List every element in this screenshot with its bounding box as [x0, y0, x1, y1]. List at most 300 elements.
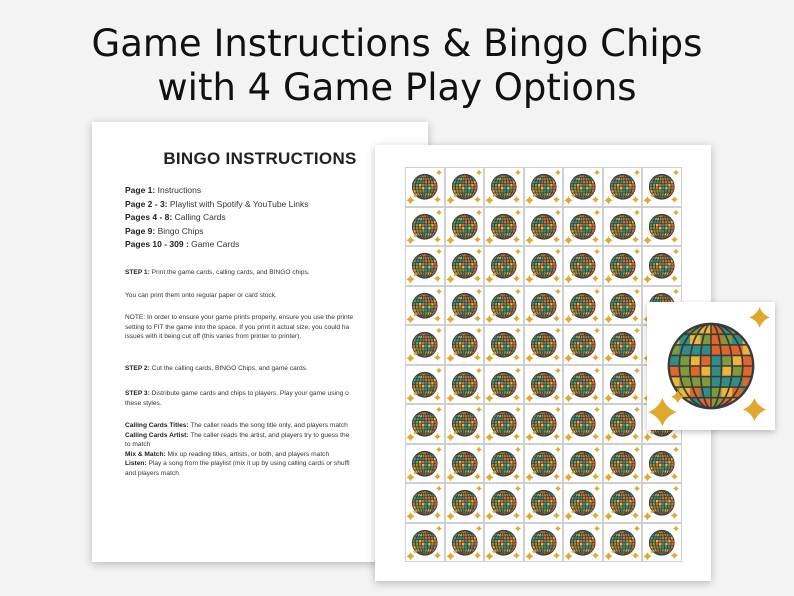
- sparkle-icon: [592, 315, 599, 322]
- bingo-chip: [405, 286, 445, 326]
- disco-ball-icon: [485, 366, 523, 404]
- bingo-chip: [484, 523, 524, 563]
- disco-ball-icon: [525, 247, 563, 285]
- sparkle-icon: [525, 315, 533, 323]
- sparkle-icon: [553, 473, 560, 480]
- sparkle-icon: [515, 367, 521, 373]
- sparkle-icon: [634, 407, 640, 413]
- step-1-text: Print the game cards, calling cards, and BINGO chips.: [149, 269, 310, 276]
- disco-ball-icon: [406, 168, 444, 206]
- sparkle-icon: [604, 394, 612, 402]
- bingo-chip: [484, 483, 524, 523]
- disco-ball-icon: [406, 326, 444, 364]
- step-3-text-cont: these styles.: [125, 399, 162, 407]
- sparkle-icon: [594, 170, 600, 176]
- disco-ball-icon: [406, 405, 444, 443]
- sparkle-icon: [643, 473, 651, 481]
- sparkle-icon: [474, 196, 481, 203]
- sparkle-icon: [485, 236, 493, 244]
- sparkle-icon: [406, 512, 414, 520]
- disco-ball-icon: [446, 247, 484, 285]
- sparkle-icon: [476, 209, 482, 215]
- disco-ball-icon: [564, 287, 602, 325]
- step-2-label: STEP 2:: [125, 365, 150, 372]
- sparkle-icon: [592, 394, 599, 401]
- bingo-chip: [642, 246, 682, 286]
- sparkle-icon: [446, 552, 454, 560]
- sparkle-icon: [632, 512, 639, 519]
- sparkle-icon: [555, 367, 561, 373]
- sparkle-icon: [474, 275, 481, 282]
- disco-ball-icon: [446, 326, 484, 364]
- sparkle-icon: [594, 486, 600, 492]
- sparkle-icon: [513, 473, 520, 480]
- sparkle-icon: [406, 433, 414, 441]
- sparkle-icon: [604, 433, 612, 441]
- sparkle-icon: [643, 512, 651, 520]
- sparkle-icon: [436, 328, 442, 334]
- sparkle-icon: [476, 446, 482, 452]
- disco-ball-icon: [525, 484, 563, 522]
- sparkle-icon: [446, 315, 454, 323]
- sparkle-icon: [476, 525, 482, 531]
- sparkle-icon: [671, 433, 678, 440]
- headline-line-2: with 4 Game Play Options: [157, 66, 637, 109]
- sparkle-icon: [515, 288, 521, 294]
- disco-ball-icon: [525, 326, 563, 364]
- bingo-chip: [524, 325, 564, 365]
- sparkle-icon: [515, 486, 521, 492]
- sparkle-icon: [515, 249, 521, 255]
- disco-ball-icon: [643, 524, 681, 562]
- sparkle-icon: [592, 275, 599, 282]
- disco-ball-icon: [604, 168, 642, 206]
- bingo-chip: [524, 523, 564, 563]
- bingo-chip: [524, 483, 564, 523]
- sparkle-icon: [474, 433, 481, 440]
- step-3-text: Distribute game cards and chips to players. Play your game using o: [149, 390, 349, 397]
- play-option-text-cont: and players match: [125, 469, 179, 477]
- sparkle-icon: [474, 236, 481, 243]
- sparkle-icon: [525, 196, 533, 204]
- sparkle-icon: [643, 433, 651, 441]
- bingo-chip: [445, 404, 485, 444]
- disco-ball-icon: [406, 247, 444, 285]
- disco-ball-icon: [525, 405, 563, 443]
- sparkle-icon: [643, 552, 651, 560]
- bingo-chip: [445, 167, 485, 207]
- sparkle-icon: [634, 249, 640, 255]
- sparkle-icon: [594, 328, 600, 334]
- sparkle-icon: [592, 552, 599, 559]
- disco-ball-icon: [446, 524, 484, 562]
- sparkle-icon: [525, 473, 533, 481]
- play-option-text: Mix up reading titles, artists, or both, and players match: [165, 450, 330, 458]
- sparkle-icon: [592, 354, 599, 361]
- sparkle-icon: [513, 275, 520, 282]
- sparkle-icon: [592, 473, 599, 480]
- sparkle-icon: [515, 328, 521, 334]
- bingo-chip: [484, 286, 524, 326]
- disco-ball-icon: [446, 484, 484, 522]
- disco-ball-icon: [564, 524, 602, 562]
- sparkle-icon: [406, 196, 414, 204]
- page-list-text: Calling Cards: [172, 212, 226, 222]
- step-3-label: STEP 3:: [125, 390, 150, 397]
- sparkle-icon: [594, 288, 600, 294]
- sparkle-icon: [604, 275, 612, 283]
- bingo-chip: [524, 167, 564, 207]
- chip-grid: [405, 167, 682, 562]
- bingo-chip: [405, 167, 445, 207]
- sparkle-icon: [643, 275, 651, 283]
- sparkle-icon: [525, 354, 533, 362]
- sparkle-icon: [553, 394, 560, 401]
- sparkle-icon: [406, 473, 414, 481]
- sparkle-icon: [525, 433, 533, 441]
- disco-ball-icon: [485, 247, 523, 285]
- bingo-chip: [563, 523, 603, 563]
- disco-ball-icon: [647, 302, 775, 430]
- sparkle-icon: [632, 552, 639, 559]
- sparkle-icon: [515, 525, 521, 531]
- sparkle-icon: [436, 288, 442, 294]
- disco-ball-icon: [564, 326, 602, 364]
- sparkle-icon: [594, 407, 600, 413]
- disco-ball-icon: [564, 366, 602, 404]
- bingo-chip: [405, 365, 445, 405]
- bingo-chip: [563, 246, 603, 286]
- disco-ball-icon: [564, 168, 602, 206]
- printer-note-line: setting to FIT the game into the space. If you print it actual size, you could ha: [125, 323, 350, 331]
- sparkle-icon: [632, 196, 639, 203]
- sparkle-icon: [476, 249, 482, 255]
- sparkle-icon: [671, 196, 678, 203]
- sparkle-icon: [632, 275, 639, 282]
- sparkle-icon: [513, 315, 520, 322]
- disco-ball-icon: [604, 484, 642, 522]
- sparkle-icon: [436, 249, 442, 255]
- bingo-chip: [484, 167, 524, 207]
- disco-ball-icon: [643, 247, 681, 285]
- bingo-chip: [484, 207, 524, 247]
- disco-ball-icon: [406, 366, 444, 404]
- sparkle-icon: [513, 512, 520, 519]
- sparkle-icon: [634, 367, 640, 373]
- sparkle-icon: [604, 512, 612, 520]
- sparkle-icon: [474, 473, 481, 480]
- disco-ball-icon: [643, 484, 681, 522]
- sparkle-icon: [594, 249, 600, 255]
- play-option-label: Mix & Match:: [125, 450, 166, 458]
- sparkle-icon: [634, 446, 640, 452]
- sparkle-icon: [434, 275, 441, 282]
- play-option-text: The caller reads the artist, and players try to guess the: [188, 431, 350, 439]
- bingo-chip: [563, 365, 603, 405]
- sparkle-icon: [555, 249, 561, 255]
- sparkle-icon: [436, 367, 442, 373]
- sparkle-icon: [434, 196, 441, 203]
- sparkle-icon: [555, 446, 561, 452]
- sparkle-icon: [632, 433, 639, 440]
- sparkle-icon: [515, 446, 521, 452]
- disco-ball-icon: [406, 287, 444, 325]
- bingo-chip: [445, 286, 485, 326]
- page-list-item: [125, 184, 309, 198]
- sparkle-icon: [564, 236, 572, 244]
- page-list-item: [125, 211, 309, 225]
- bingo-chip: [563, 404, 603, 444]
- step-1-label: STEP 1:: [125, 269, 150, 276]
- print-note: You can print them onto regular paper or card stock.: [125, 292, 277, 299]
- sparkle-icon: [485, 315, 493, 323]
- page-list-label: Page 9:: [125, 225, 156, 236]
- disco-ball-icon: [564, 247, 602, 285]
- bingo-chip: [603, 523, 643, 563]
- page-list-label: Page 1:: [125, 185, 156, 195]
- disco-ball-icon: [525, 208, 563, 246]
- sparkle-icon: [632, 315, 639, 322]
- sparkle-icon: [634, 328, 640, 334]
- sparkle-icon: [632, 236, 639, 243]
- sparkle-icon: [643, 236, 651, 244]
- headline: [0, 22, 794, 110]
- bingo-chip: [524, 444, 564, 484]
- sparkle-icon: [434, 354, 441, 361]
- bingo-chip: [405, 325, 445, 365]
- sparkle-icon: [436, 209, 442, 215]
- sparkle-icon: [592, 512, 599, 519]
- sparkle-icon: [553, 236, 560, 243]
- bingo-chip: [484, 404, 524, 444]
- sparkle-icon: [553, 196, 560, 203]
- disco-ball-icon: [446, 208, 484, 246]
- sparkle-icon: [513, 552, 520, 559]
- sparkle-icon: [643, 196, 651, 204]
- bingo-chip: [524, 286, 564, 326]
- sparkle-icon: [673, 288, 679, 294]
- sparkle-icon: [632, 354, 639, 361]
- bingo-chip: [405, 444, 445, 484]
- disco-ball-icon: [604, 326, 642, 364]
- sparkle-icon: [476, 407, 482, 413]
- sparkle-icon: [604, 196, 612, 204]
- bingo-chip: [484, 365, 524, 405]
- sparkle-icon: [564, 354, 572, 362]
- sparkle-icon: [525, 394, 533, 402]
- sparkle-icon: [474, 315, 481, 322]
- disco-ball-icon: [446, 405, 484, 443]
- sparkle-icon: [555, 525, 561, 531]
- headline-line-1: Game Instructions & Bingo Chips: [91, 22, 703, 65]
- disco-ball-icon: [604, 208, 642, 246]
- sparkle-icon: [555, 209, 561, 215]
- sparkle-icon: [446, 473, 454, 481]
- disco-ball-icon: [525, 287, 563, 325]
- bingo-chip: [524, 365, 564, 405]
- bingo-chip: [484, 444, 524, 484]
- disco-ball-icon: [446, 366, 484, 404]
- page-list-label: Pages 10 - 309 :: [125, 239, 189, 249]
- bingo-chip: [563, 325, 603, 365]
- sparkle-icon: [515, 407, 521, 413]
- sparkle-icon: [604, 473, 612, 481]
- sparkle-icon: [446, 354, 454, 362]
- disco-ball-icon: [485, 524, 523, 562]
- disco-ball-icon: [604, 366, 642, 404]
- disco-ball-icon: [604, 247, 642, 285]
- disco-ball-icon: [485, 208, 523, 246]
- disco-ball-icon: [406, 208, 444, 246]
- page-list-text: Instructions: [155, 185, 202, 195]
- sparkle-icon: [634, 525, 640, 531]
- disco-ball-icon: [643, 168, 681, 206]
- play-option-text: The caller reads the song title only, and players match: [188, 422, 348, 429]
- bingo-chip: [603, 483, 643, 523]
- sparkle-icon: [434, 512, 441, 519]
- bingo-chip: [563, 207, 603, 247]
- bingo-chip: [405, 404, 445, 444]
- sparkle-icon: [446, 512, 454, 520]
- page-list: [125, 184, 309, 252]
- sparkle-icon: [434, 236, 441, 243]
- sparkle-icon: [604, 315, 612, 323]
- sparkle-icon: [555, 486, 561, 492]
- disco-ball-icon: [604, 287, 642, 325]
- sparkle-icon: [564, 394, 572, 402]
- sparkle-icon: [434, 552, 441, 559]
- disco-ball-icon: [525, 366, 563, 404]
- sparkle-icon: [634, 170, 640, 176]
- sparkle-icon: [592, 433, 599, 440]
- sparkle-icon: [474, 394, 481, 401]
- sparkle-icon: [671, 552, 678, 559]
- sparkle-icon: [485, 552, 493, 560]
- sparkle-icon: [476, 288, 482, 294]
- sparkle-icon: [434, 433, 441, 440]
- disco-ball-icon: [485, 326, 523, 364]
- disco-ball-icon: [643, 445, 681, 483]
- bingo-chip: [405, 483, 445, 523]
- sparkle-icon: [485, 512, 493, 520]
- sparkle-icon: [476, 328, 482, 334]
- sparkle-icon: [513, 196, 520, 203]
- sparkle-icon: [673, 486, 679, 492]
- sparkle-icon: [406, 315, 414, 323]
- bingo-chip: [484, 325, 524, 365]
- bingo-chip: [445, 246, 485, 286]
- sparkle-icon: [434, 315, 441, 322]
- disco-ball-icon: [485, 484, 523, 522]
- chip-zoom-preview: [647, 302, 775, 430]
- sparkle-icon: [673, 525, 679, 531]
- page-list-item: [125, 238, 309, 252]
- page-list-label: Pages 4 - 8:: [125, 212, 173, 222]
- sparkle-icon: [485, 196, 493, 204]
- printer-note-line: NOTE: In order to ensure your game prints properly, ensure you use the printe: [125, 314, 354, 321]
- page-list-text: Playlist with Spotify & YouTube Links: [167, 198, 309, 209]
- printer-note-line: issues with it being cut off (this varies from printer to printer).: [125, 333, 302, 340]
- sparkle-icon: [476, 367, 482, 373]
- sparkle-icon: [485, 394, 493, 402]
- page-list-text: Game Cards: [188, 239, 240, 249]
- sparkle-icon: [446, 433, 454, 441]
- sparkle-icon: [673, 249, 679, 255]
- sparkle-icon: [671, 275, 678, 282]
- sparkle-icon: [485, 473, 493, 481]
- sparkle-icon: [671, 512, 678, 519]
- disco-ball-icon: [604, 524, 642, 562]
- sparkle-icon: [632, 473, 639, 480]
- disco-ball-icon: [564, 405, 602, 443]
- page-list-item: [125, 225, 309, 239]
- bingo-chip: [603, 404, 643, 444]
- sparkle-icon: [671, 236, 678, 243]
- disco-ball-icon: [406, 445, 444, 483]
- sparkle-icon: [604, 236, 612, 244]
- sparkle-icon: [564, 196, 572, 204]
- sparkle-icon: [592, 236, 599, 243]
- sparkle-icon: [446, 196, 454, 204]
- sparkle-icon: [555, 407, 561, 413]
- play-option-text: Play a song from the playlist (mix it up by using calling cards or shuffl: [146, 460, 350, 467]
- sparkle-icon: [564, 512, 572, 520]
- disco-ball-icon: [406, 524, 444, 562]
- bingo-chip: [642, 444, 682, 484]
- play-option-label: Calling Cards Titles:: [125, 422, 189, 429]
- step-2-text: Cut the calling cards, BINGO Chips, and game cards.: [149, 365, 308, 372]
- sparkle-icon: [436, 486, 442, 492]
- sparkle-icon: [513, 354, 520, 361]
- bingo-chip: [642, 207, 682, 247]
- sparkle-icon: [564, 473, 572, 481]
- sparkle-icon: [525, 552, 533, 560]
- bingo-chip: [563, 286, 603, 326]
- disco-ball-icon: [485, 405, 523, 443]
- sparkle-icon: [673, 446, 679, 452]
- disco-ball-icon: [446, 168, 484, 206]
- sparkle-icon: [513, 433, 520, 440]
- bingo-chip: [445, 325, 485, 365]
- bingo-chip: [603, 246, 643, 286]
- bingo-chip: [563, 444, 603, 484]
- bingo-chip: [603, 444, 643, 484]
- sparkle-icon: [406, 354, 414, 362]
- page-list-text: Bingo Chips: [155, 225, 204, 236]
- bingo-chip: [603, 365, 643, 405]
- bingo-chip: [524, 404, 564, 444]
- disco-ball-icon: [643, 208, 681, 246]
- sparkle-icon: [604, 354, 612, 362]
- disco-ball-icon: [485, 287, 523, 325]
- disco-ball-icon: [485, 445, 523, 483]
- bingo-chip: [642, 167, 682, 207]
- sparkle-icon: [525, 236, 533, 244]
- sparkle-icon: [436, 170, 442, 176]
- sparkle-icon: [515, 209, 521, 215]
- sparkle-icon: [594, 209, 600, 215]
- sparkle-icon: [553, 275, 560, 282]
- sparkle-icon: [553, 512, 560, 519]
- sparkle-icon: [476, 486, 482, 492]
- sparkle-icon: [671, 473, 678, 480]
- bingo-chip: [642, 483, 682, 523]
- sparkle-icon: [673, 170, 679, 176]
- sparkle-icon: [632, 394, 639, 401]
- sparkle-icon: [406, 552, 414, 560]
- sparkle-icon: [474, 512, 481, 519]
- sparkle-icon: [474, 354, 481, 361]
